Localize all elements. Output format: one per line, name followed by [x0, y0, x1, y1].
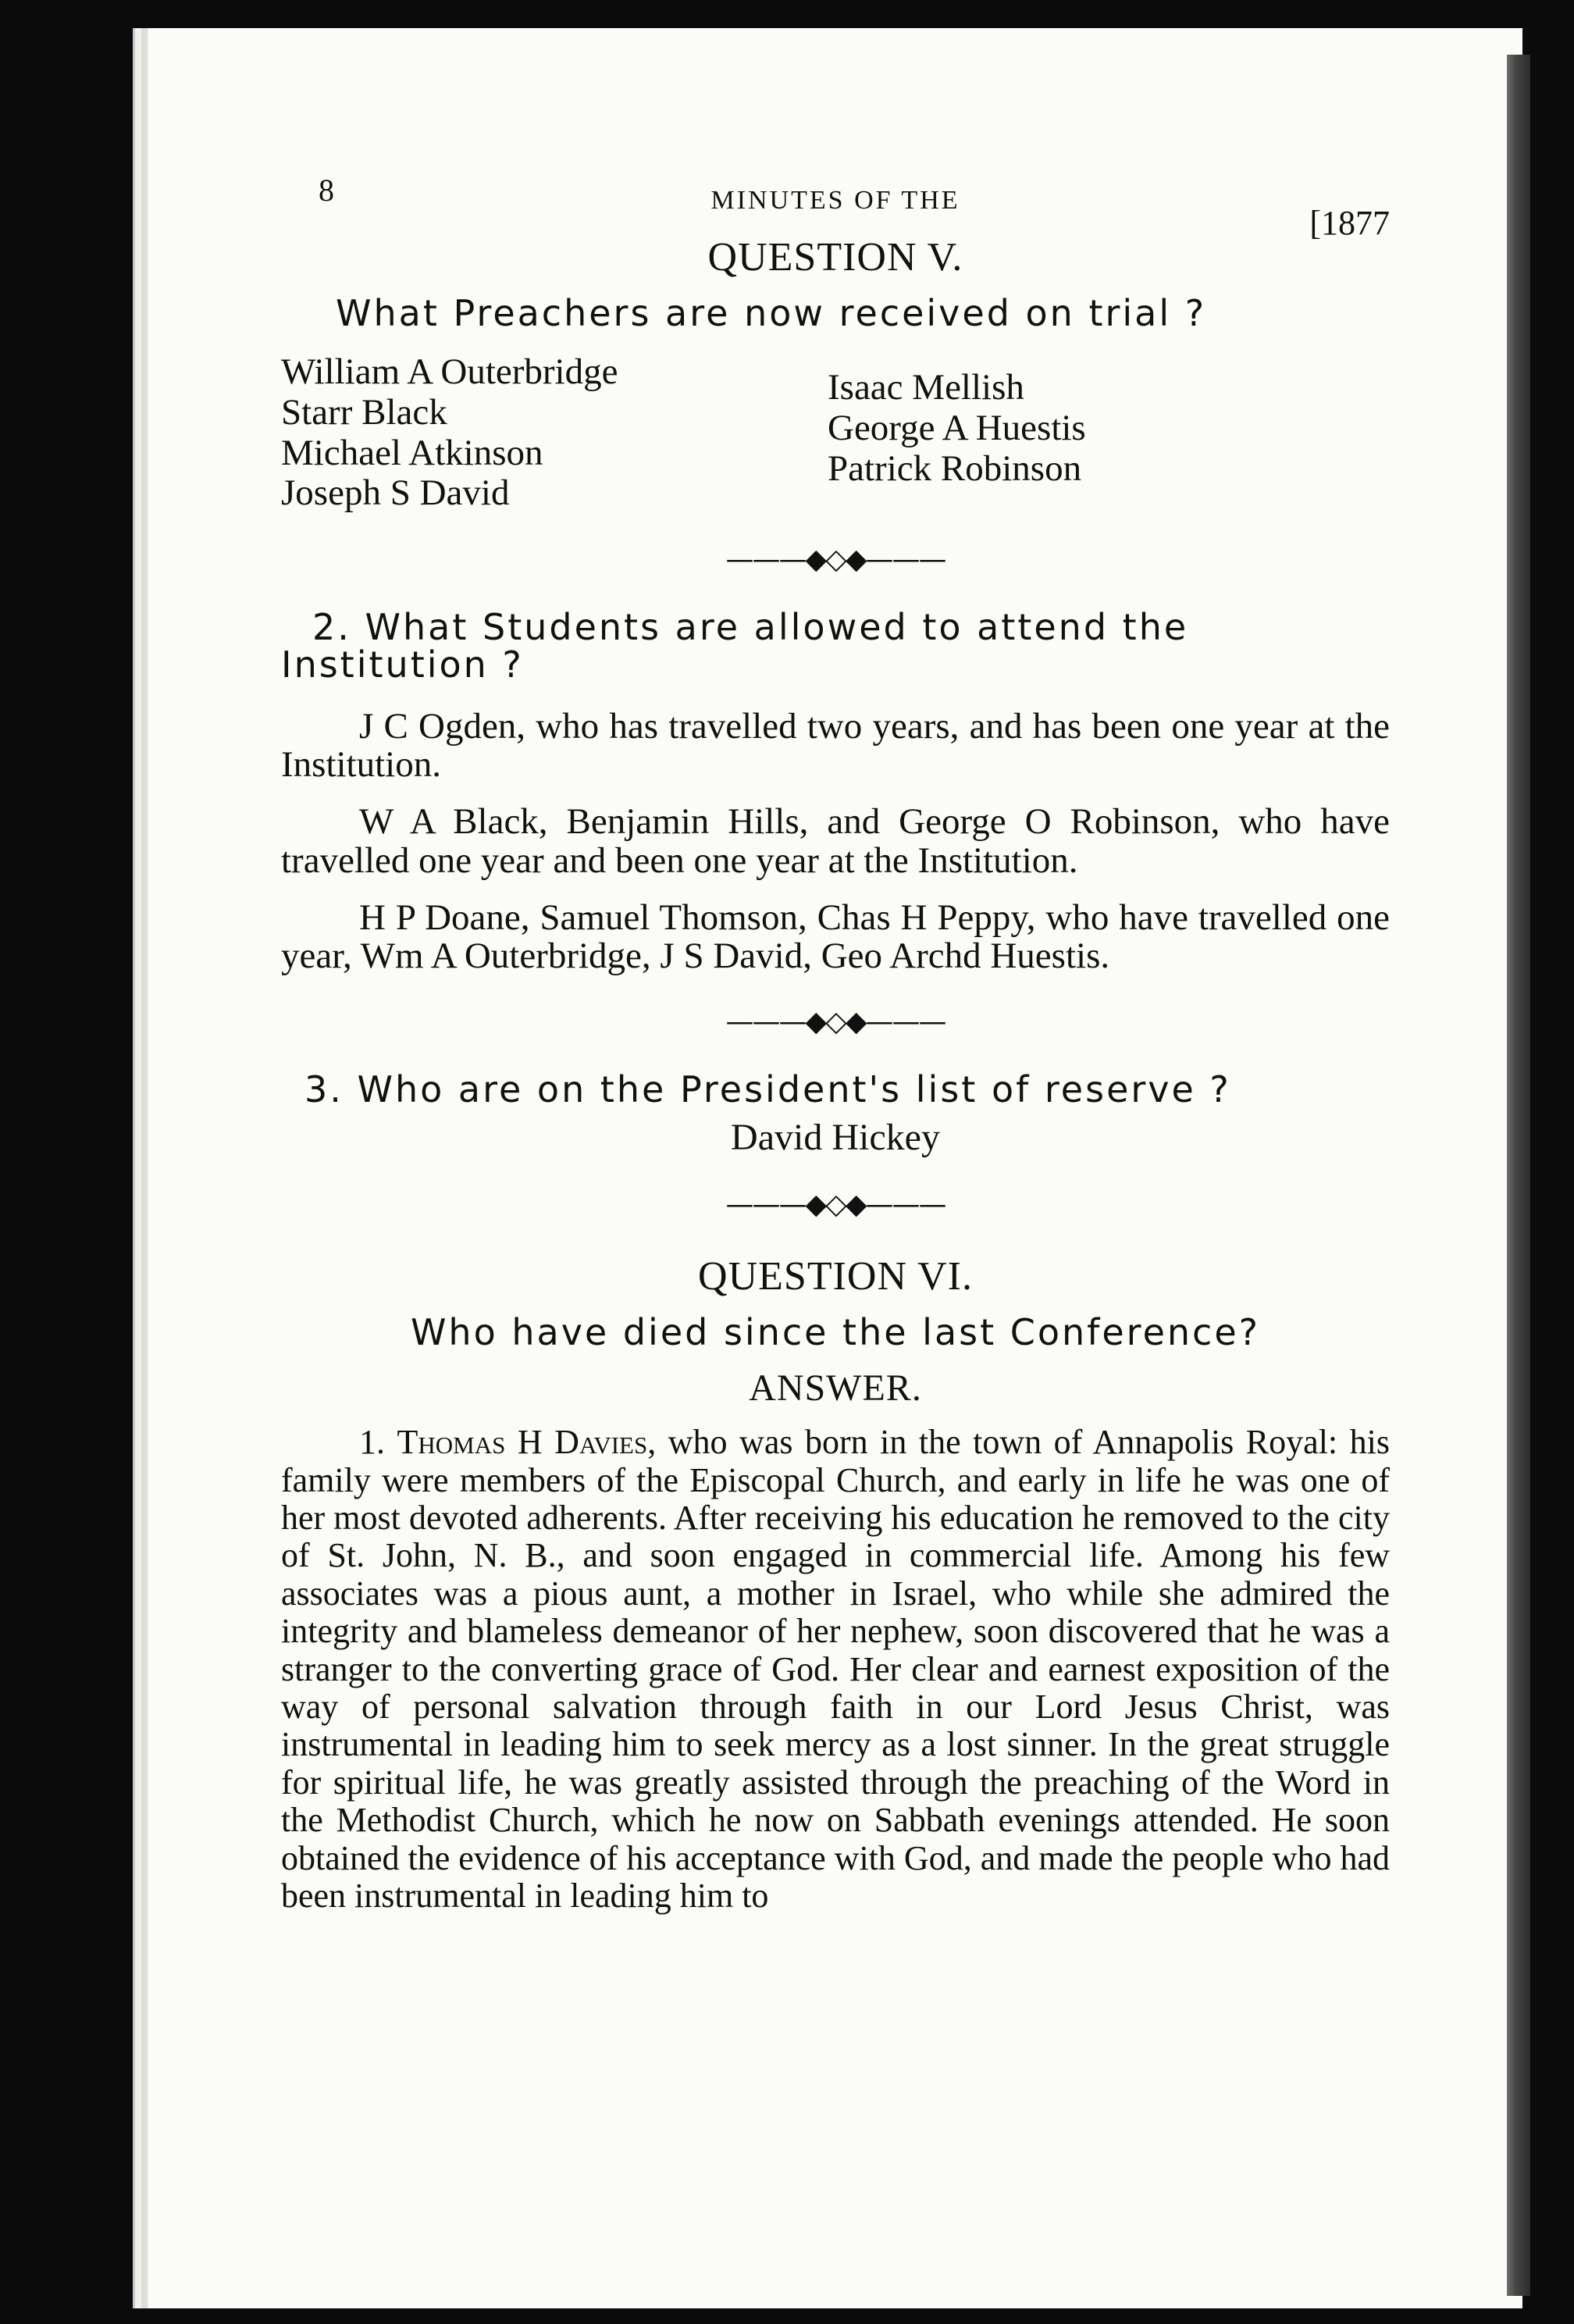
preacher-name: Joseph S David — [281, 472, 510, 514]
preachers-column-left — [281, 352, 828, 514]
running-title: MINUTES OF THE — [710, 186, 960, 215]
obituary-text: who was born in the town of Annapolis Royal: his family were members of the Episcopal Church, and early in life he was one of her most devoted adherents. After receiving his education he removed to the city of St. John, N. B., and soon engaged in commercial life. Among his few associates was a pious aunt, a mother in Israel, who while she admired the integrity and blameless demeanor of her nephew, soon discovered that he was a stranger to the converting grace of God. Her clear and earnest exposition of the way of personal salvation through faith in our Lord Jesus Christ, was instrumental in leading him to seek mercy as a lost sinner. In the great struggle for spiritual life, he was greatly assisted through the preaching of the Word in the Methodist Church, which he now on Sabbath evenings attended. He soon obtained the evidence of his acceptance with God, and made the people who had been instrumental in leading him to — [281, 1423, 1390, 1915]
preacher-name: Patrick Robinson — [828, 447, 1082, 489]
reserve-name: David Hickey — [731, 1117, 940, 1158]
preacher-name: William A Outerbridge — [281, 351, 618, 393]
question-vi-heading: QUESTION VI. — [698, 1254, 973, 1299]
page-text — [281, 172, 1390, 1915]
obituary-name: Thomas H Davies, — [397, 1423, 657, 1462]
page-number: 8 — [319, 173, 334, 208]
students-paragraph: W A Black, Benjamin Hills, and George O Robinson, who have travelled one year and been one year at the Institution. — [281, 801, 1390, 881]
preachers-list — [281, 352, 1390, 514]
preachers-column-right — [828, 352, 1086, 514]
ornamental-divider: ———◆◇◆——— — [725, 544, 945, 576]
page-year: [1877 — [1309, 204, 1390, 242]
book-spine-shadow — [1507, 55, 1530, 2296]
ornamental-divider: ———◆◇◆——— — [725, 1005, 945, 1038]
question-v-1: What Preachers are now received on trial ? — [336, 292, 1207, 334]
preacher-name: Isaac Mellish — [828, 367, 1024, 408]
preacher-name: Michael Atkinson — [281, 432, 543, 473]
question-v-heading: QUESTION V. — [707, 235, 963, 280]
students-paragraph: H P Doane, Samuel Thomson, Chas H Peppy, who have travelled one year, Wm A Outerbridge, J S David, Geo Archd Huestis. — [281, 897, 1390, 977]
obituary-paragraph — [281, 1424, 1390, 1915]
question-v-3: 3. Who are on the President's list of reserve ? — [304, 1068, 1231, 1110]
students-paragraph: J C Ogden, who has travelled two years, and has been one year at the Institution. — [281, 705, 1390, 785]
preacher-name: Starr Black — [281, 391, 447, 433]
answer-heading: ANSWER. — [749, 1367, 922, 1410]
question-vi-text: Who have died since the last Conference? — [410, 1311, 1261, 1353]
ornamental-divider: ———◆◇◆——— — [725, 1189, 945, 1221]
page-header — [281, 172, 1390, 242]
preacher-name: George A Huestis — [828, 407, 1086, 448]
obituary-number: 1. — [359, 1423, 385, 1462]
question-v-2: 2. What Students are allowed to attend the Institution ? — [281, 606, 1189, 686]
